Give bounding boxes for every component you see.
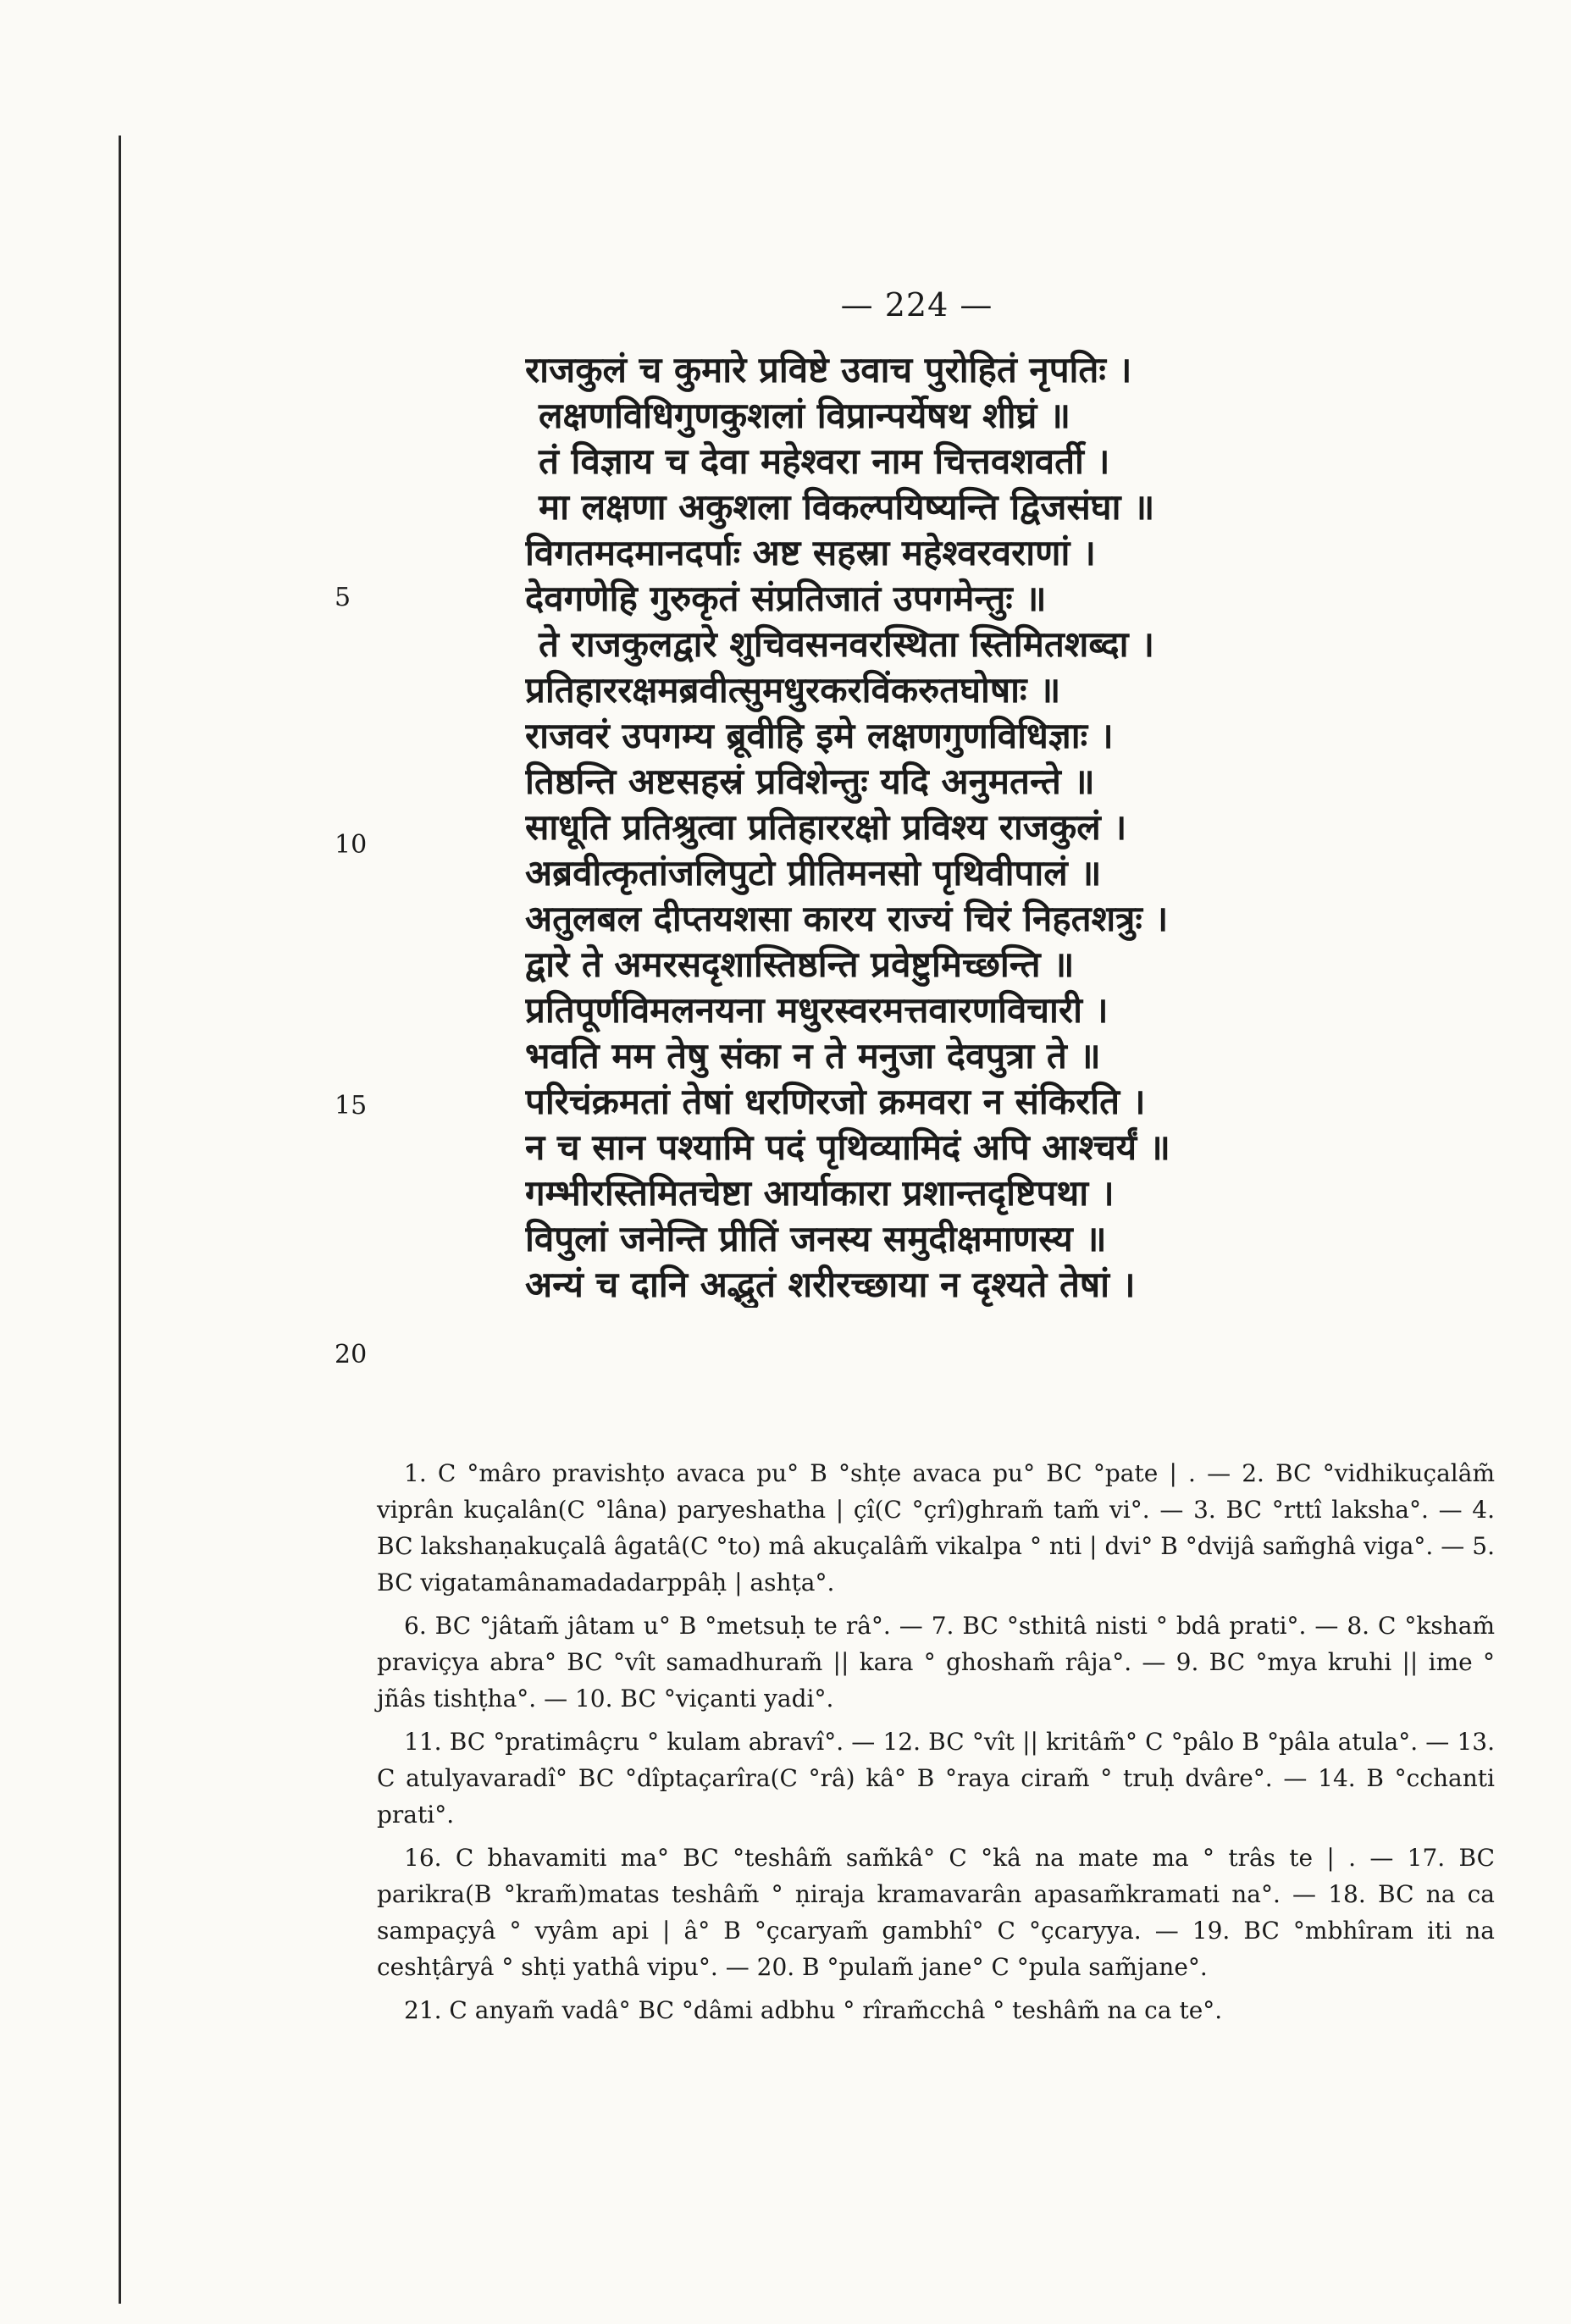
- verse-line: गम्भीरस्तिमितचेष्टा आर्याकारा प्रशान्तदृष्टिपथा ।: [525, 1172, 1115, 1214]
- verse-line: साधूति प्रतिश्रुत्वा प्रतिहाररक्षो प्रविश्य राजकुलं ।: [525, 806, 1127, 848]
- page-binding-edge: [119, 136, 121, 2304]
- verse-line: विगतमदमानदर्पाः अष्ट सहस्रा महेश्वरवराणां ।: [525, 532, 1096, 573]
- verse-line: तिष्ठन्ति अष्टसहस्रं प्रविशेन्तुः यदि अनुमतन्ते ॥: [525, 761, 1095, 802]
- verse-line: प्रतिहाररक्षमब्रवीत्सुमधुरकरविंकरुतघोषाः ॥: [525, 669, 1061, 711]
- verse-line: विपुलां जनेन्ति प्रीतिं जनस्य समुदीक्षमाणस्य ॥: [525, 1218, 1107, 1259]
- verse-line: भवति मम तेषु संका न ते मनुजा देवपुत्रा ते ॥: [525, 1035, 1101, 1076]
- line-number-15: 15: [335, 1091, 368, 1120]
- line-number-5: 5: [335, 583, 351, 612]
- footnote-paragraph: 16. C bhavamiti ma° BC °teshâm̃ sam̃kâ° C °kâ na mate ma ° trâs te | . — 17. BC parikra(B °kram̃)matas teshâm̃ ° ṇiraja kramavarân apasam̃kramati na°. — 18. BC na ca sampaçyâ ° vyâm api | â° B °çcaryam̃ gambhî° C °çcaryya. — 19. BC °mbhîram iti na ceshṭâryâ ° shṭi yathâ vipu°. — 20. B °pulam̃ jane° C °pula sam̃jane°.: [377, 1844, 1495, 1981]
- page-number: — 224 —: [840, 286, 993, 324]
- verse-line: अब्रवीत्कृतांजलिपुटो प्रीतिमनसो पृथिवीपालं ॥: [525, 852, 1102, 894]
- footnote-paragraph: 6. BC °jâtam̃ jâtam u° B °metsuḥ te râ°. — 7. BC °sthitâ nisti ° bdâ prati°. — 8. C °ksham̃ praviçya abra° BC °vît samadhuram̃ || kara ° ghosham̃ râja°. — 9. BC °mya kruhi || ime ° jñâs tishṭha°. — 10. BC °viçanti yadi°.: [377, 1612, 1495, 1713]
- line-number-10: 10: [335, 830, 368, 860]
- verse-block: [525, 347, 1524, 1308]
- verse-line: राजवरं उपगम्य ब्रूवीहि इमे लक्षणगुणविधिज्ञाः ।: [525, 715, 1114, 756]
- verse-line: ते राजकुलद्वारे शुचिवसनवरस्थिता स्तिमितशब्दा ।: [539, 623, 1155, 665]
- verse-line: अतुलबल दीप्तयशसा कारय राज्यं चिरं निहतशत्रुः ।: [525, 898, 1169, 939]
- verse-line: न च सान पश्यामि पदं पृथिव्यामिदं अपि आश्चर्यं ॥: [525, 1126, 1170, 1168]
- verse-line: तं विज्ञाय च देवा महेश्वरा नाम चित्तवशवर्ती ।: [539, 440, 1110, 482]
- footnote-paragraph: 1. C °mâro pravishṭo avaca pu° B °shṭe avaca pu° BC °pate | . — 2. BC °vidhikuçalâm̃ viprân kuçalân(C °lâna) paryeshatha | çî(C °çrî)ghram̃ tam̃ vi°. — 3. BC °rttî laksha°. — 4. BC lakshaṇakuçalâ âgatâ(C °to) mâ akuçalâm̃ vikalpa ° nti | dvi° B °dvijâ sam̃ghâ viga°. — 5. BC vigatamânamadadarppâḥ | ashṭa°.: [377, 1459, 1495, 1596]
- verse-line: द्वारे ते अमरसदृशास्तिष्ठन्ति प्रवेष्टुमिच्छन्ति ॥: [525, 943, 1075, 985]
- verse-line: अन्यं च दानि अद्भुतं शरीरच्छाया न दृश्यते तेषां ।: [525, 1264, 1136, 1305]
- page-number-header: [0, 286, 1571, 324]
- footnote-paragraph: 11. BC °pratimâçru ° kulam abravî°. — 12. BC °vît || kritâm̃° C °pâlo B °pâla atula°. — 13. C atulyavaradî° BC °dîptaçarîra(C °râ) kâ° B °raya ciram̃ ° truḥ dvâre°. — 14. B °cchanti prati°.: [377, 1728, 1495, 1829]
- line-number-20: 20: [335, 1340, 368, 1370]
- footnotes: [377, 1455, 1495, 2035]
- verse-line: देवगणेहि गुरुकृतं संप्रतिजातं उपगमेन्तुः ॥: [525, 578, 1047, 619]
- verse-line: मा लक्षणा अकुशला विकल्पयिष्यन्ति द्विजसंघा ॥: [539, 486, 1155, 528]
- verse-line: प्रतिपूर्णविमलनयना मधुरस्वरमत्तवारणविचारी ।: [525, 989, 1109, 1031]
- verse-line: राजकुलं च कुमारे प्रविष्टे उवाच पुरोहितं नृपतिः ।: [525, 349, 1132, 390]
- verse-line: लक्षणविधिगुणकुशलां विप्रान्पर्येषथ शीघ्रं ॥: [539, 395, 1071, 436]
- verse-line: परिचंक्रमतां तेषां धरणिरजो क्रमवरा न संकिरति ।: [525, 1081, 1146, 1122]
- footnote-paragraph: 21. C anyam̃ vadâ° BC °dâmi adbhu ° rîram̃cchâ ° teshâm̃ na ca te°.: [404, 1996, 1223, 2024]
